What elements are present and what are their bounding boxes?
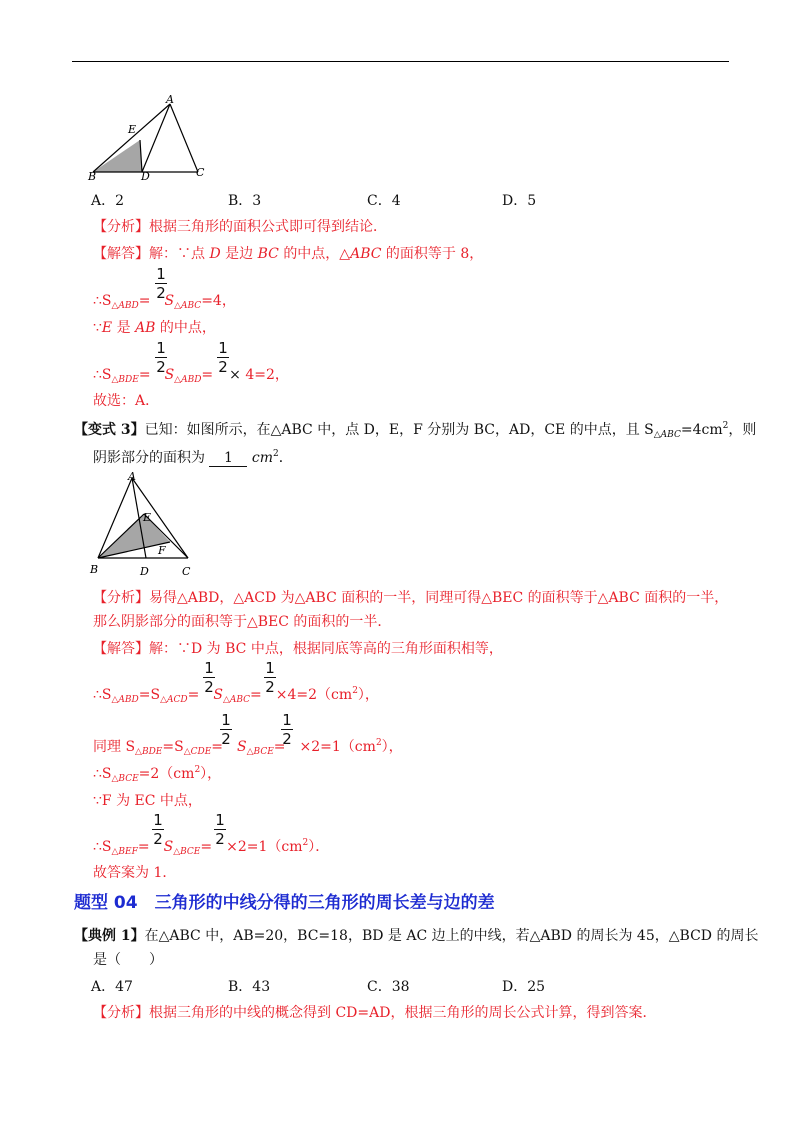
example-1-question: 【典例 1】在△ABC 中，AB=20，BC=18，BD 是 AC 边上的中线，若△ABD 的周长为 45，△BCD 的周长 xyxy=(74,928,759,944)
label-c: C xyxy=(182,565,191,578)
option-c: C．4 xyxy=(367,193,401,209)
q1-step-3: $\therefore S_{\triangle BDE}= S_{\triangle ABD}= \times 4=2$， xyxy=(93,367,289,385)
v3-final: 故答案为 1． xyxy=(93,865,177,881)
option-b: B．43 xyxy=(228,979,271,995)
v3-step-3: $\therefore S_{\triangle BCE}=2(cm^2)$， xyxy=(93,765,222,784)
q1-final: 故选：A． xyxy=(93,393,160,409)
v3-analysis-2: 那么阴影部分的面积等于△BEC 的面积的一半． xyxy=(93,614,392,630)
example-1-question-line2: 是（ ） xyxy=(93,952,163,968)
q1-answer: 【解答】解：∵点 D 是边 BC 的中点，△ABC 的面积等于 8， xyxy=(93,246,484,262)
label-a: A xyxy=(166,93,174,106)
shaded-triangle-bde xyxy=(93,140,142,172)
q1-step-1: $\therefore S_{\triangle ABD}= S_{\triangle ABC}=4$， xyxy=(93,293,236,311)
variant-3-question-line2: 阴影部分的面积为 1 $cm^2$． xyxy=(93,449,293,466)
example-tag: 【典例 1】 xyxy=(74,928,145,944)
label-c: C xyxy=(196,166,205,179)
option-c: C．38 xyxy=(367,979,410,995)
v3-step-4: ∵F 为 EC 中点， xyxy=(93,793,202,809)
fraction-half: 1 2 xyxy=(156,339,166,376)
fraction-half: 1 2 xyxy=(218,339,228,376)
variant-3-question: 【变式 3】已知：如图所示，在△ABC 中，点 D，E，F 分别为 BC，AD，CE 的中点，且 $S_{\triangle ABC}=4cm^2$，则 xyxy=(74,421,757,440)
fraction-half: 1 2 xyxy=(156,265,166,302)
v3-step-5: $\therefore S_{\triangle BEF}= S_{\triangle BCE}= \times 2=1(cm^2)$． xyxy=(93,838,330,857)
fraction-half: 1 2 xyxy=(204,659,214,696)
label-a: A xyxy=(128,470,136,483)
section-heading: 题型 04 三角形的中线分得的三角形的周长差与边的差 xyxy=(74,893,495,913)
fraction-half: 1 2 xyxy=(221,711,231,748)
header-rule xyxy=(72,61,729,62)
v3-answer: 【解答】解：∵D 为 BC 中点，根据同底等高的三角形面积相等， xyxy=(93,641,503,657)
label-f: F xyxy=(158,544,166,557)
answer-blank: 1 xyxy=(209,450,247,467)
option-b: B．3 xyxy=(228,193,262,209)
option-d: D．5 xyxy=(502,193,537,209)
q1-options xyxy=(91,190,691,210)
label-b: B xyxy=(90,563,99,576)
option-a: A．2 xyxy=(91,193,125,209)
label-e: E xyxy=(143,511,152,524)
ex1-analysis: 【分析】根据三角形的中线的概念得到 CD=AD，根据三角形的周长公式计算，得到答案． xyxy=(93,1005,657,1021)
triangle-figure-1 xyxy=(86,92,216,182)
fraction-half: 1 2 xyxy=(282,711,292,748)
label-d: D xyxy=(140,565,149,578)
option-a: A．47 xyxy=(91,979,133,995)
variant-tag: 【变式 3】 xyxy=(74,422,145,438)
label-e: E xyxy=(128,123,137,136)
label-b: B xyxy=(88,170,97,182)
v3-step-2: 同理 $S_{\triangle BDE}=S_{\triangle CDE}= S_{\triangle BCE}= \times 2=1(cm^2)$， xyxy=(93,738,403,757)
fraction-half: 1 2 xyxy=(265,659,275,696)
v3-step-1: $\therefore S_{\triangle ABD}=S_{\triangle ACD}= S_{\triangle ABC}= \times 4=2(cm^2)$， xyxy=(93,686,379,705)
option-d: D．25 xyxy=(502,979,546,995)
triangle-figure-2 xyxy=(88,470,198,578)
q1-analysis: 【分析】根据三角形的面积公式即可得到结论． xyxy=(93,219,387,235)
label-d: D xyxy=(141,170,150,182)
fraction-half: 1 2 xyxy=(153,811,163,848)
q1-step-2: ∵E 是 AB 的中点， xyxy=(93,320,216,336)
ex1-options xyxy=(91,976,691,996)
fraction-half: 1 2 xyxy=(215,811,225,848)
v3-analysis-1: 【分析】易得△ABD，△ACD 为△ABC 面积的一半，同理可得△BEC 的面积等于△ABC 面积的一半， xyxy=(93,590,729,606)
